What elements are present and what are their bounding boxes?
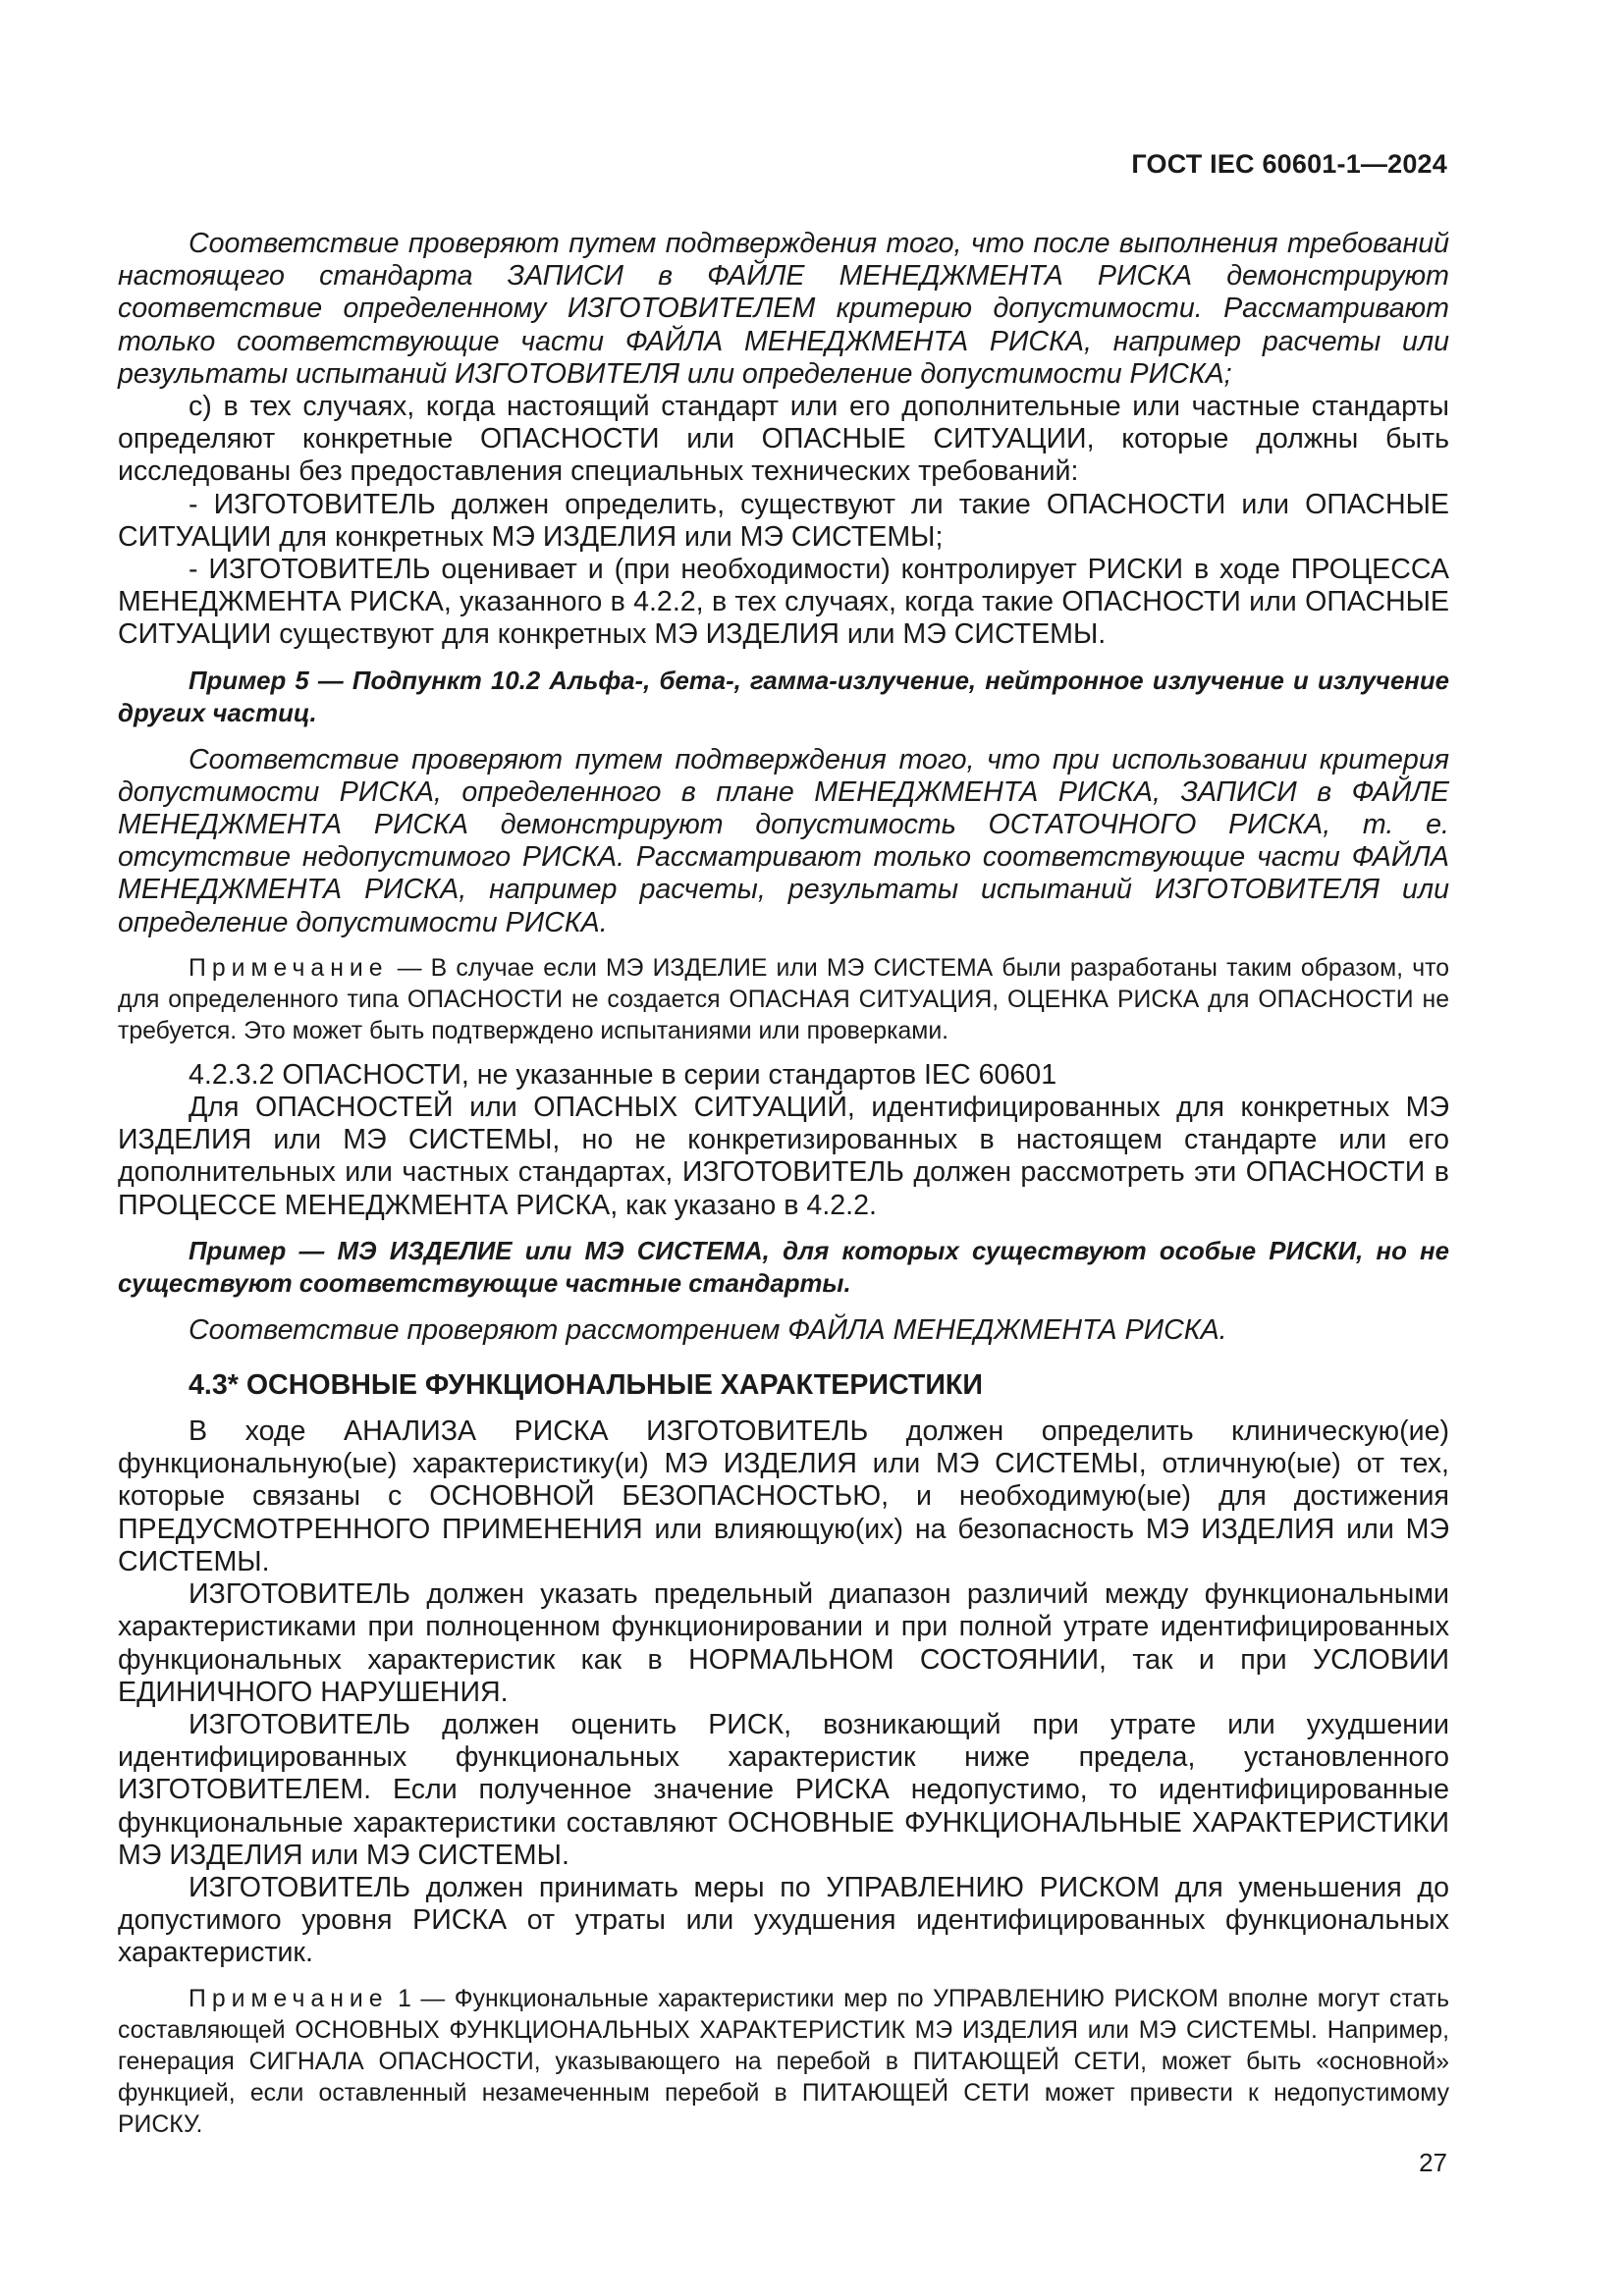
compliance-paragraph: Соответствие проверяют путем подтверждения того, что при использовании критерия допустимости РИСКА, определенного в плане МЕНЕДЖМЕНТА РИСКА, ЗАПИСИ в ФАЙЛЕ МЕНЕДЖМЕНТА РИСКА демонстрируют допустимость ОСТАТОЧНОГО РИСКА, т. е. отсутствие недопустимого РИСКА. Рассматривают только соответствующие части ФАЙЛА МЕНЕДЖМЕНТА РИСКА, например расчеты, результаты испытаний ИЗГОТОВИТЕЛЯ или определение допустимости РИСКА. [118,743,1449,938]
example-paragraph: Пример — МЭ ИЗДЕЛИЕ или МЭ СИСТЕМА, для которых существуют особые РИСКИ, но не существуют соответствующие частные стандарты. [118,1237,1449,1298]
page-number: 27 [1419,2148,1447,2177]
page-content [118,228,1449,2141]
compliance-paragraph: Соответствие проверяют рассмотрением ФАЙЛА МЕНЕДЖМЕНТА РИСКА. [189,1313,1227,1346]
note-label: Примечание [189,1985,389,2012]
body-paragraph: с) в тех случаях, когда настоящий стандарт или его дополнительные или частные стандарты определяют конкретные ОПАСНОСТИ или ОПАСНЫЕ СИТУАЦИИ, которые должны быть исследованы без предоставления специальных технических требований: [118,391,1449,488]
body-paragraph: - ИЗГОТОВИТЕЛЬ должен определить, существуют ли такие ОПАСНОСТИ или ОПАСНЫЕ СИТУАЦИИ для конкретных МЭ ИЗДЕЛИЯ или МЭ СИСТЕМЫ; [118,488,1449,553]
note-text: 1 — Функциональные характеристики мер по УПРАВЛЕНИЮ РИСКОМ вполне могут стать составляющей ОСНОВНЫХ ФУНКЦИОНАЛЬНЫХ ХАРАКТЕРИСТИК МЭ ИЗДЕЛИЯ или МЭ СИСТЕМЫ. Например, генерация СИГНАЛА ОПАСНОСТИ, указывающего на перебой в ПИТАЮЩЕЙ СЕТИ, может быть «основной» функцией, если оставленный незамеченным перебой в ПИТАЮЩЕЙ СЕТИ может привести к недопустимому РИСКУ. [118,1985,1449,2138]
note-paragraph [118,953,1449,1047]
body-paragraph: - ИЗГОТОВИТЕЛЬ оценивает и (при необходимости) контролирует РИСКИ в ходе ПРОЦЕССА МЕНЕДЖМЕНТА РИСКА, указанного в 4.2.2, в тех случаях, когда такие ОПАСНОСТИ или ОПАСНЫЕ СИТУАЦИИ существуют для конкретных МЭ ИЗДЕЛИЯ или МЭ СИСТЕМЫ. [118,554,1449,651]
body-paragraph: Для ОПАСНОСТЕЙ или ОПАСНЫХ СИТУАЦИЙ, идентифицированных для конкретных МЭ ИЗДЕЛИЯ или МЭ СИСТЕМЫ, но не конкретизированных в настоящем стандарте или его дополнительных или частных стандартах, ИЗГОТОВИТЕЛЬ должен рассмотреть эти ОПАСНОСТИ в ПРОЦЕССЕ МЕНЕДЖМЕНТА РИСКА, как указано в 4.2.2. [118,1092,1449,1221]
note-text: — В случае если МЭ ИЗДЕЛИЕ или МЭ СИСТЕМА были разработаны таким образом, что для определенного типа ОПАСНОСТИ не создается ОПАСНАЯ СИТУАЦИЯ, ОЦЕНКА РИСКА для ОПАСНОСТИ не требуется. Это может быть подтверждено испытаниями или проверками. [118,954,1449,1044]
body-paragraph: ИЗГОТОВИТЕЛЬ должен оценить РИСК, возникающий при утрате или ухудшении идентифицированных функциональных характеристик ниже предела, установленного ИЗГОТОВИТЕЛЕМ. Если полученное значение РИСКА недопустимо, то идентифицированные функциональные характеристики составляют ОСНОВНЫЕ ФУНКЦИОНАЛЬНЫЕ ХАРАКТЕРИСТИКИ МЭ ИЗДЕЛИЯ или МЭ СИСТЕМЫ. [118,1708,1449,1871]
note-label: Примечание [189,954,389,982]
body-paragraph: В ходе АНАЛИЗА РИСКА ИЗГОТОВИТЕЛЬ должен определить клиническую(ие) функциональную(ые) характеристику(и) МЭ ИЗДЕЛИЯ или МЭ СИСТЕМЫ, отличную(ые) от тех, которые связаны с ОСНОВНОЙ БЕЗОПАСНОСТЬЮ, и необходимую(ые) для достижения ПРЕДУСМОТРЕННОГО ПРИМЕНЕНИЯ или влияющую(их) на безопасность МЭ ИЗДЕЛИЯ или МЭ СИСТЕМЫ. [118,1415,1449,1577]
note-paragraph [118,1984,1449,2141]
document-code: ГОСТ IEC 60601-1—2024 [1131,149,1447,179]
body-paragraph: ИЗГОТОВИТЕЛЬ должен указать предельный диапазон различий между функциональными характеристиками при полноценном функционировании и при полной утрате идентифицированных функциональных характеристик как в НОРМАЛЬНОМ СОСТОЯНИИ, так и при УСЛОВИИ ЕДИНИЧНОГО НАРУШЕНИЯ. [118,1578,1449,1708]
compliance-paragraph: Соответствие проверяют путем подтверждения того, что после выполнения требований настоящего стандарта ЗАПИСИ в ФАЙЛЕ МЕНЕДЖМЕНТА РИСКА демонстрируют соответствие определенному ИЗГОТОВИТЕЛЕМ критерию допустимости. Рассматривают только соответствующие части ФАЙЛА МЕНЕДЖМЕНТА РИСКА, например расчеты или результаты испытаний ИЗГОТОВИТЕЛЯ или определение допустимости РИСКА; [118,228,1449,390]
body-paragraph: 4.2.3.2 ОПАСНОСТИ, не указанные в серии стандартов IEC 60601 [189,1058,1057,1091]
body-paragraph: ИЗГОТОВИТЕЛЬ должен принимать меры по УПРАВЛЕНИЮ РИСКОМ для уменьшения до допустимого уровня РИСКА от утраты или ухудшения идентифицированных функциональных характеристик. [118,1871,1449,1969]
example-paragraph: Пример 5 — Подпункт 10.2 Альфа-, бета-, гамма-излучение, нейтронное излучение и излучение других частиц. [118,667,1449,727]
section-heading: 4.3* ОСНОВНЫЕ ФУНКЦИОНАЛЬНЫЕ ХАРАКТЕРИСТИКИ [189,1369,983,1402]
